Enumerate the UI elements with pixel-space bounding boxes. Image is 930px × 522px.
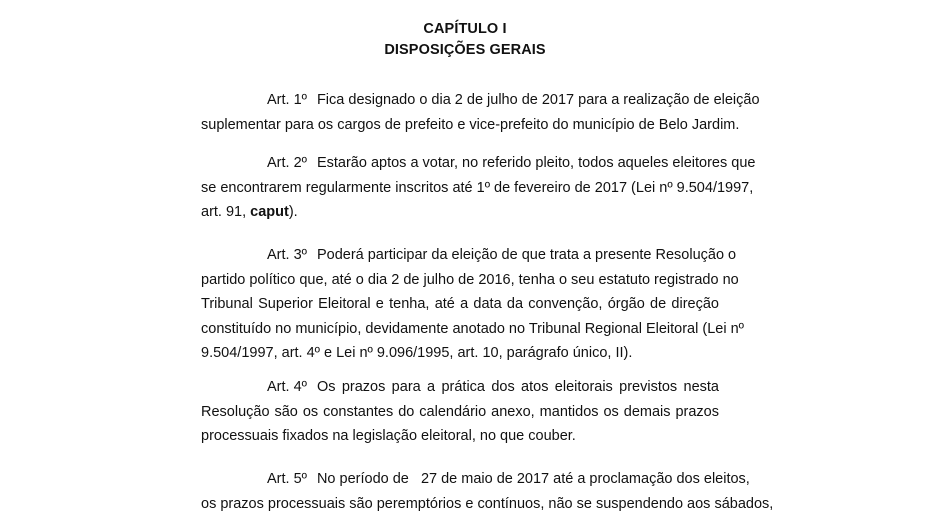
article-line: 9.504/1997, art. 4º e Lei nº 9.096/1995, art. 10, parágrafo único, II).	[201, 345, 633, 362]
article-line: art. 91, caput).	[201, 204, 298, 221]
article-4	[201, 375, 719, 449]
chapter-subtitle: DISPOSIÇÕES GERAIS	[384, 42, 546, 58]
article-2	[201, 151, 756, 225]
article-line: processuais fixados na legislação eleitoral, no que couber.	[201, 428, 576, 445]
article-label: Art. 1º	[267, 92, 307, 108]
article-label: Art. 3º	[267, 247, 307, 263]
article-label: Art. 4º	[267, 379, 307, 395]
article-5	[201, 467, 774, 516]
article-label: Art. 5º	[267, 471, 307, 487]
article-line: os prazos processuais são peremptórios e contínuos, não se suspendendo aos sábados,	[201, 495, 774, 512]
article-1	[201, 88, 760, 137]
article-line: Art. 1º Fica designado o dia 2 de julho de 2017 para a realização de eleição	[201, 88, 719, 113]
article-line: suplementar para os cargos de prefeito e vice-prefeito do município de Belo Jardim.	[201, 116, 740, 133]
article-label: Art. 2º	[267, 155, 307, 171]
bold-term: caput	[250, 204, 289, 221]
article-line: Resolução são os constantes do calendário anexo, mantidos os demais prazos	[201, 403, 719, 420]
article-line: partido político que, até o dia 2 de julho de 2016, tenha o seu estatuto registrado no	[201, 271, 739, 288]
article-line: Art. 4º Os prazos para a prática dos atos eleitorais previstos nesta	[201, 375, 719, 400]
article-line: se encontrarem regularmente inscritos até 1º de fevereiro de 2017 (Lei nº 9.504/1997,	[201, 179, 754, 196]
article-line: Art. 5º No período de 27 de maio de 2017 até a proclamação dos eleitos,	[201, 467, 719, 492]
article-line: Art. 2º Estarão aptos a votar, no referido pleito, todos aqueles eleitores que	[201, 151, 719, 176]
article-line: Art. 3º Poderá participar da eleição de que trata a presente Resolução o	[201, 243, 719, 268]
article-3	[201, 243, 744, 366]
article-line: constituído no município, devidamente anotado no Tribunal Regional Eleitoral (Lei nº	[201, 320, 744, 337]
chapter-title: CAPÍTULO I	[423, 21, 507, 37]
article-line: Tribunal Superior Eleitoral e tenha, até a data da convenção, órgão de direção	[201, 296, 719, 313]
